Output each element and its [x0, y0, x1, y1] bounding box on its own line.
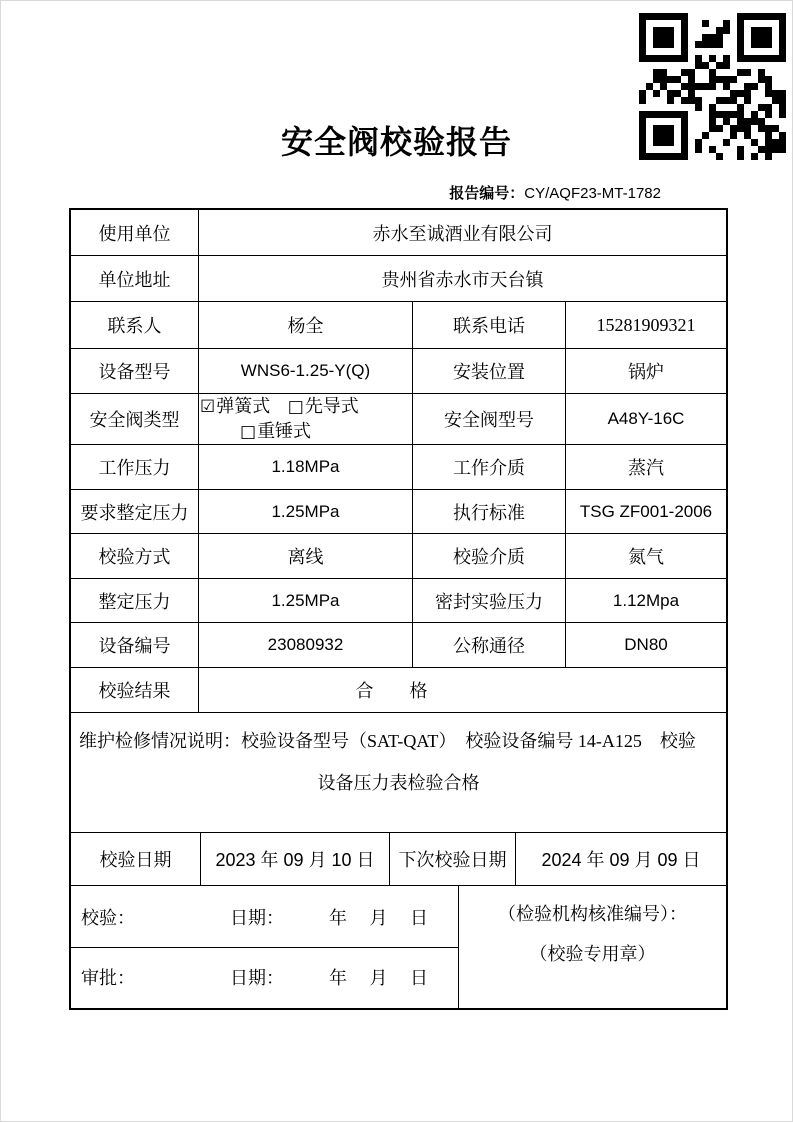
label-equipment-model: 设备型号: [71, 349, 199, 393]
row-working-pressure: [71, 445, 726, 490]
approver-label: 审批：: [81, 968, 135, 988]
verifier-label: 校验：: [81, 907, 135, 928]
row-set-pressure: [71, 579, 726, 623]
row-contact: [71, 302, 726, 349]
report-table: [69, 208, 728, 1010]
verifier-signature-row: [71, 886, 458, 948]
label-seal-test-pressure: 密封实验压力: [413, 579, 566, 622]
label-calibration-date: 校验日期: [71, 833, 201, 885]
value-set-pressure: 1.25MPa: [199, 579, 413, 622]
value-equipment-no: 23080932: [199, 623, 413, 667]
valve-type-line2: [240, 419, 311, 444]
value-calibration-method: 离线: [199, 534, 413, 578]
row-calibration-method: [71, 534, 726, 579]
verifier-date-label: 日期：: [230, 907, 284, 928]
label-required-set-pressure: 要求整定压力: [71, 490, 199, 533]
value-install-location: 锅炉: [628, 362, 664, 382]
value-contact-person: 杨全: [199, 302, 413, 348]
row-unit-address: [71, 256, 726, 302]
label-unit-address: 单位地址: [71, 256, 199, 301]
label-nominal-diameter: 公称通径: [413, 623, 566, 667]
value-unit-address: 贵州省赤水市天台镇: [381, 269, 544, 290]
label-result: 校验结果: [71, 668, 199, 712]
maintenance-note-line1: 维护检修情况说明：校验设备型号（SAT-QAT） 校验设备编号 14-A125 校验: [79, 731, 696, 751]
value-equipment-model: WNS6-1.25-Y(Q): [199, 349, 413, 393]
label-working-medium: 工作介质: [413, 445, 566, 489]
label-contact-phone: 联系电话: [413, 302, 566, 348]
row-maintenance-note: [71, 713, 726, 833]
agency-approval-number-label: （检验机构核准编号）：: [498, 904, 687, 924]
maintenance-note-line2: 设备压力表检验合格: [317, 773, 480, 793]
valve-type-line1: [200, 394, 359, 419]
row-user-unit: [71, 210, 726, 256]
stamp-block: [459, 886, 726, 1008]
checked-checkbox-icon: ☑: [200, 397, 216, 417]
report-number-label: 报告编号：: [449, 186, 525, 202]
checkbox-pilot-type: [288, 396, 359, 416]
value-nominal-diameter: DN80: [624, 635, 668, 654]
row-equipment-model: [71, 349, 726, 394]
label-next-calibration-date: 下次校验日期: [390, 833, 516, 885]
label-standard: 执行标准: [413, 490, 566, 533]
label-calibration-method: 校验方式: [71, 534, 199, 578]
label-user-unit: 使用单位: [71, 210, 199, 255]
verifier-ymd-label: 年 月 日: [329, 907, 428, 928]
valve-option-label: 重锤式: [257, 421, 312, 441]
row-equipment-no: [71, 623, 726, 668]
unchecked-checkbox-icon: □: [240, 422, 257, 442]
label-calibration-medium: 校验介质: [413, 534, 566, 578]
signature-block: [71, 886, 459, 1008]
value-result: 合 格: [355, 681, 428, 701]
value-calibration-date: 2023 年 09 月 10 日: [201, 833, 390, 885]
value-working-medium: 蒸汽: [628, 458, 664, 478]
row-calibration-dates: [71, 833, 726, 886]
row-required-set-pressure: [71, 490, 726, 534]
valve-type-options: [199, 394, 413, 444]
row-valve-type: [71, 394, 726, 445]
checkbox-weight-type: [240, 421, 311, 441]
label-valve-type: 安全阀类型: [71, 394, 199, 444]
value-next-calibration-date: 2024 年 09 月 09 日: [541, 850, 701, 870]
label-install-location: 安装位置: [413, 349, 566, 393]
value-seal-test-pressure: 1.12Mpa: [612, 590, 680, 610]
value-standard: TSG ZF001-2006: [579, 501, 713, 521]
row-signatures: [71, 886, 726, 1008]
label-working-pressure: 工作压力: [71, 445, 199, 489]
maintenance-note: [71, 713, 726, 832]
value-working-pressure: 1.18MPa: [199, 445, 413, 489]
approver-date-label: 日期：: [230, 968, 284, 988]
row-result: [71, 668, 726, 713]
page-title: 安全阀校验报告: [280, 124, 512, 160]
value-required-set-pressure: 1.25MPa: [199, 490, 413, 533]
value-user-unit: 赤水至诚酒业有限公司: [372, 223, 553, 244]
value-calibration-medium: 氮气: [628, 547, 664, 567]
valve-option-label: 弹簧式: [216, 396, 271, 416]
qr-code: [639, 13, 786, 160]
report-number-value: CY/AQF23-MT-1782: [524, 185, 661, 202]
label-set-pressure: 整定压力: [71, 579, 199, 622]
report-number: [449, 182, 661, 203]
checkbox-spring-type: [200, 396, 270, 416]
value-contact-phone: 15281909321: [596, 314, 696, 335]
approver-ymd-label: 年 月 日: [329, 968, 428, 988]
unchecked-checkbox-icon: □: [287, 397, 304, 417]
value-valve-model: A48Y-16C: [607, 409, 685, 428]
label-equipment-no: 设备编号: [71, 623, 199, 667]
label-valve-model: 安全阀型号: [413, 394, 566, 444]
calibration-stamp-label: （校验专用章）: [529, 944, 656, 964]
valve-option-label: 先导式: [304, 396, 359, 416]
approver-signature-row: [71, 948, 458, 1006]
label-contact-person: 联系人: [71, 302, 199, 348]
